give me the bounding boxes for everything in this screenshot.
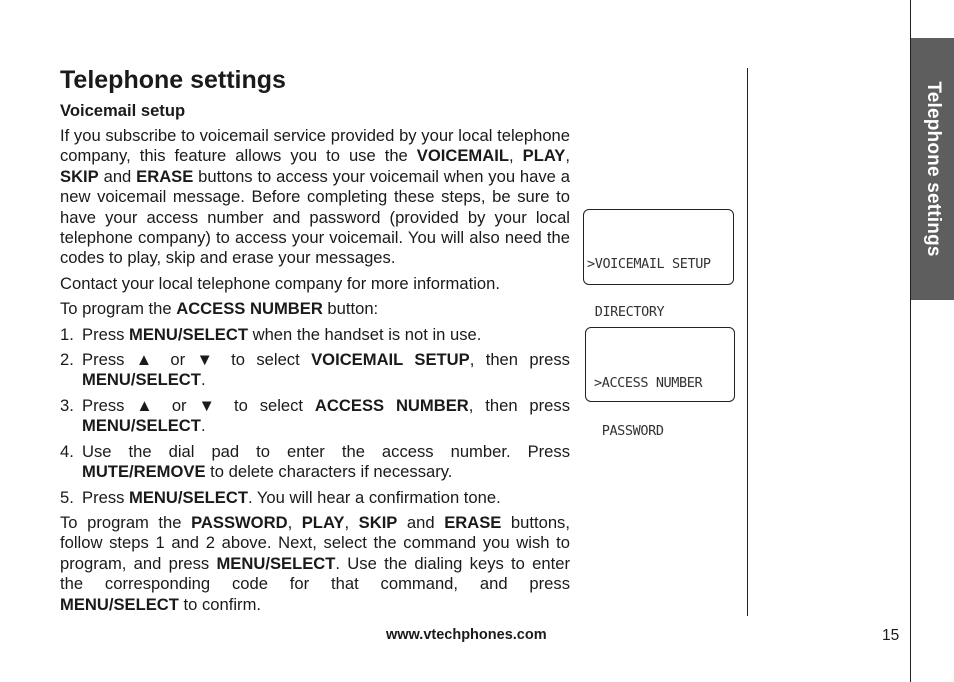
step-5: 5. Press MENU/SELECT. You will hear a confirmation tone. <box>60 487 501 507</box>
lcd-screen-access-number <box>585 327 735 439</box>
step-4: 4. Use the dial pad to enter the access number. Press MUTE/REMOVE to delete characters if necessary. <box>60 441 570 482</box>
column-divider <box>747 68 748 616</box>
intro-paragraph: If you subscribe to voicemail service provided by your local telephone company, this feature allows you to use the VOICEMAIL, PLAY, SKIP and ERASE buttons to access your voicemail when you have a new voicemail message. Before completing these steps, be sure to have your access number and password (provided by your local telephone company) to access your voicemail. You will also need the codes to play, skip and erase your messages. <box>60 126 570 268</box>
program-intro: To program the ACCESS NUMBER button: <box>60 299 379 319</box>
step-2: 2. Press ▲ or ▼ to select VOICEMAIL SETUP, then press MENU/SELECT. <box>60 350 570 390</box>
step-1: 1. Press MENU/SELECT when the handset is not in use. <box>60 324 482 344</box>
contact-paragraph: Contact your local telephone company for more information. <box>60 273 500 293</box>
footer-url: www.vtechphones.com <box>386 627 547 643</box>
page-number: 15 <box>882 627 900 644</box>
page-title: Telephone settings <box>60 66 286 94</box>
section-subtitle: Voicemail setup <box>60 101 186 120</box>
steps-list <box>60 325 570 508</box>
lcd-line-1: >VOICEMAIL SETUP <box>587 256 711 272</box>
lcd-line-1: >ACCESS NUMBER <box>594 375 703 391</box>
main-content <box>60 64 570 620</box>
lcd-screen-voicemail-setup <box>583 209 734 320</box>
step-3: 3. Press ▲ or ▼ to select ACCESS NUMBER, then press MENU/SELECT. <box>60 395 570 436</box>
lcd-line-2: PASSWORD <box>594 423 664 439</box>
section-tab-label: Telephone settings <box>922 81 944 257</box>
section-tab <box>911 38 954 300</box>
lcd-line-2: DIRECTORY <box>587 304 665 320</box>
outro-paragraph: To program the PASSWORD, PLAY, SKIP and ERASE buttons, follow steps 1 and 2 above. Next, select the command you wish to program, and press MENU/SELECT. Use the dialing keys to enter the corresponding code for that command, and press MENU/SELECT to confirm. <box>60 512 570 614</box>
